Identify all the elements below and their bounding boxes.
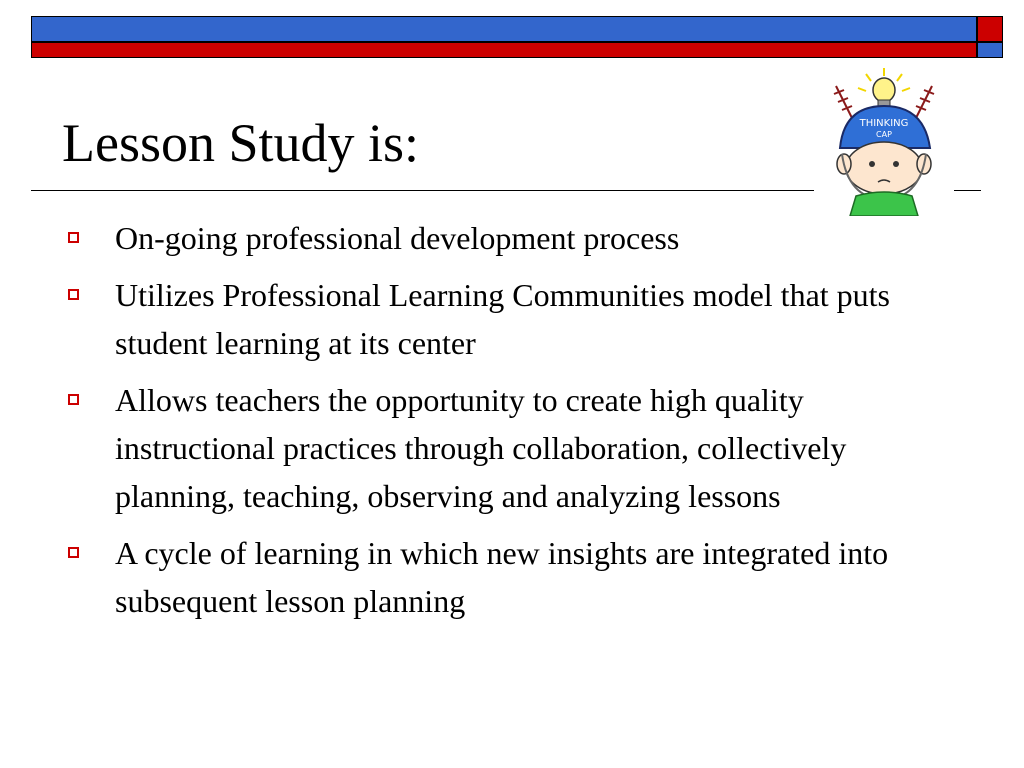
bullet-list bbox=[0, 214, 1024, 634]
light-bulb-icon bbox=[873, 78, 895, 102]
thinking-cap-image bbox=[814, 64, 954, 216]
square-bullet-icon bbox=[68, 232, 79, 243]
shirt bbox=[850, 192, 918, 216]
bullet-item bbox=[0, 271, 1024, 367]
cap-text-2: CAP bbox=[876, 130, 892, 139]
cap-text-1: THINKING bbox=[859, 118, 909, 129]
square-bullet-icon bbox=[68, 289, 79, 300]
square-bullet-icon bbox=[68, 547, 79, 558]
thinking-cap-clipart bbox=[814, 64, 954, 216]
bullet-item bbox=[0, 529, 1024, 625]
header-blue-square bbox=[977, 42, 1003, 58]
bullet-text: Utilizes Professional Learning Communities model that puts student learning at its center bbox=[115, 277, 890, 361]
header-red-square bbox=[977, 16, 1003, 42]
bullet-text: Allows teachers the opportunity to create high quality instructional practices through collaboration, collectively planning, teaching, observing and analyzing lessons bbox=[115, 382, 847, 514]
header-blue-bar bbox=[31, 16, 977, 42]
slide-title: Lesson Study is: bbox=[62, 113, 420, 173]
face bbox=[846, 142, 922, 194]
bullet-item bbox=[0, 376, 1024, 520]
bullet-text: On-going professional development process bbox=[115, 220, 680, 256]
bullet-item bbox=[0, 214, 1024, 262]
bullet-text: A cycle of learning in which new insights are integrated into subsequent lesson planning bbox=[115, 535, 889, 619]
header-red-bar bbox=[31, 42, 977, 58]
square-bullet-icon bbox=[68, 394, 79, 405]
